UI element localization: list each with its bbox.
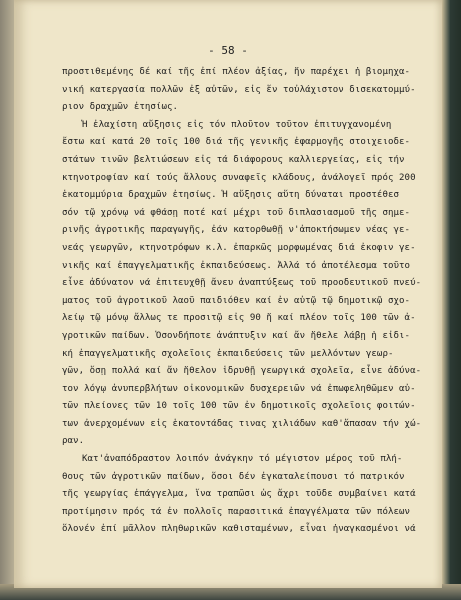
- text-line: τῶν πλείονες τῶν 10 τοῖς 100 τῶν ἐν δημοτικοῖς σχολεῖοις φοιτών-: [62, 401, 416, 412]
- text-line: λείῳ τῷ μόνῳ ἄλλως τε προσιτῷ εἰς 90 ἤ καί πλέον τοῖς 100 τῶν ἀ-: [62, 313, 416, 324]
- text-line: κή ἐπαγγελματικῆς σχολεῖοις ἐκπαιδεύσεις τῶν μελλόντων γεωρ-: [62, 348, 394, 359]
- text-line: των ἀνερχομένων εἰς ἑκατοντάδας τινας χιλιάδων καθ'ἅπασαν τήν χώ-: [62, 418, 422, 429]
- text-line: γροτικῶν παίδων. Ὁσονδήποτε ἀνάπτυξιν καί ἄν ἤθελε λάβῃ ἡ εἰδι-: [62, 330, 411, 341]
- typewritten-page: [14, 0, 442, 588]
- text-line: νεάς γεωργῶν, κτηνοτρόφων κ.λ. ἐπαρκῶς μορφωμένας διά ἐκοφιν γε-: [62, 242, 416, 253]
- text-line: θους τῶν ἀγροτικῶν παίδων, ὅσοι δέν ἐγκαταλείπουσι τό πατρικόν: [62, 471, 405, 482]
- text-line: ἑκατομμύρια δραχμῶν ἐτησίως. Ἡ αὔξησις αὕτη δύναται προστέθεσ: [62, 190, 400, 201]
- text-line: ρινῆς ἀγροτικῆς παραγωγῆς, ἐάν κατορθωθῇ ν'ἀποκτήσωμεν νέας γε-: [62, 225, 411, 236]
- text-line: Κατ'ἀναπόδραστον λοιπόν ἀνάγκην τό μέγιστον μέρος τοῦ πλή-: [82, 454, 403, 465]
- text-line: γῶν, ὅσῃ πολλά καί ἄν ἤθελον ἱδρυθῇ γεωργικά σχολεῖα, εἶνε ἀδύνα-: [62, 366, 422, 377]
- text-line: σόν τῷ χρόνῳ νά φθάσῃ ποτέ καί μέχρι τοῦ διπλασιασμοῦ τῆς σημε-: [62, 207, 411, 218]
- text-line: ματος τοῦ ἀγροτικοῦ λαοῦ παιδιόθεν καί ἐν αὐτῷ τῷ δημοτικῷ σχο-: [62, 295, 411, 306]
- text-line: τον λόγῳ ἀνυπερβλήτων οἰκονομικῶν δυσχερειῶν νά ἐπωφεληθῶμεν αὐ-: [62, 383, 416, 394]
- text-line: νικῆς καί ἐπαγγελματικῆς ἐκπαιδεύσεως. Ἀλλά τό ἀποτέλεσμα τοῦτο: [62, 260, 411, 271]
- text-line: ὅλονέν ἐπί μᾶλλον πληθωρικῶν καθισταμένων, εἶναι ἠναγκασμένοι νά: [62, 524, 416, 535]
- text-line: στάτων τινῶν βελτιώσεων εἰς τά διάφορους καλλιεργείας, εἰς τήν: [62, 154, 405, 165]
- page-number: - 58 -: [208, 44, 248, 57]
- body-text: [62, 64, 446, 539]
- text-line: τῆς γεωργίας ἐπάγγελμα, ἵνα τραπῶσι ὡς ἄχρι τοῦδε συμβαίνει κατά: [62, 489, 416, 500]
- text-line: εἶνε ἀδύνατον νά ἐπιτευχθῇ ἄνευ ἀναπτύξεως τοῦ προοδευτικοῦ πνεύ-: [62, 278, 422, 289]
- text-line: κτηνοτροφίαν καί τούς ἄλλους συναφεῖς κλάδους, ἀνάλογεῖ πρός 200: [62, 172, 416, 183]
- text-line: ραν.: [62, 436, 85, 447]
- text-line: προστιθεμένης δέ καί τῆς ἐπί πλέον ἀξίας, ἥν παρέχει ἡ βιομηχα-: [62, 67, 411, 77]
- text-line: ἔστω καί κατά 20 τοῖς 100 διά τῆς γενικῆς ἐφαρμογῆς στοιχειοδε-: [62, 137, 411, 148]
- text-line: ριον δραχμῶν ἐτησίως.: [62, 102, 179, 113]
- text-line: προτίμησιν πρός τά ἐν πολλοῖς παρασιτικά ἐπαγγέλματα τῶν πόλεων: [62, 506, 411, 517]
- text-line: Ἡ ἐλαχίστη αὔξησις εἰς τόν πλοῦτον τοῦτον ἐπιτυγχανομένη: [82, 119, 392, 130]
- text-line: νική κατεργασία πολλῶν ἐξ αὐτῶν, εἰς ἕν τοὐλάχιστον δισεκατομμύ-: [62, 84, 416, 95]
